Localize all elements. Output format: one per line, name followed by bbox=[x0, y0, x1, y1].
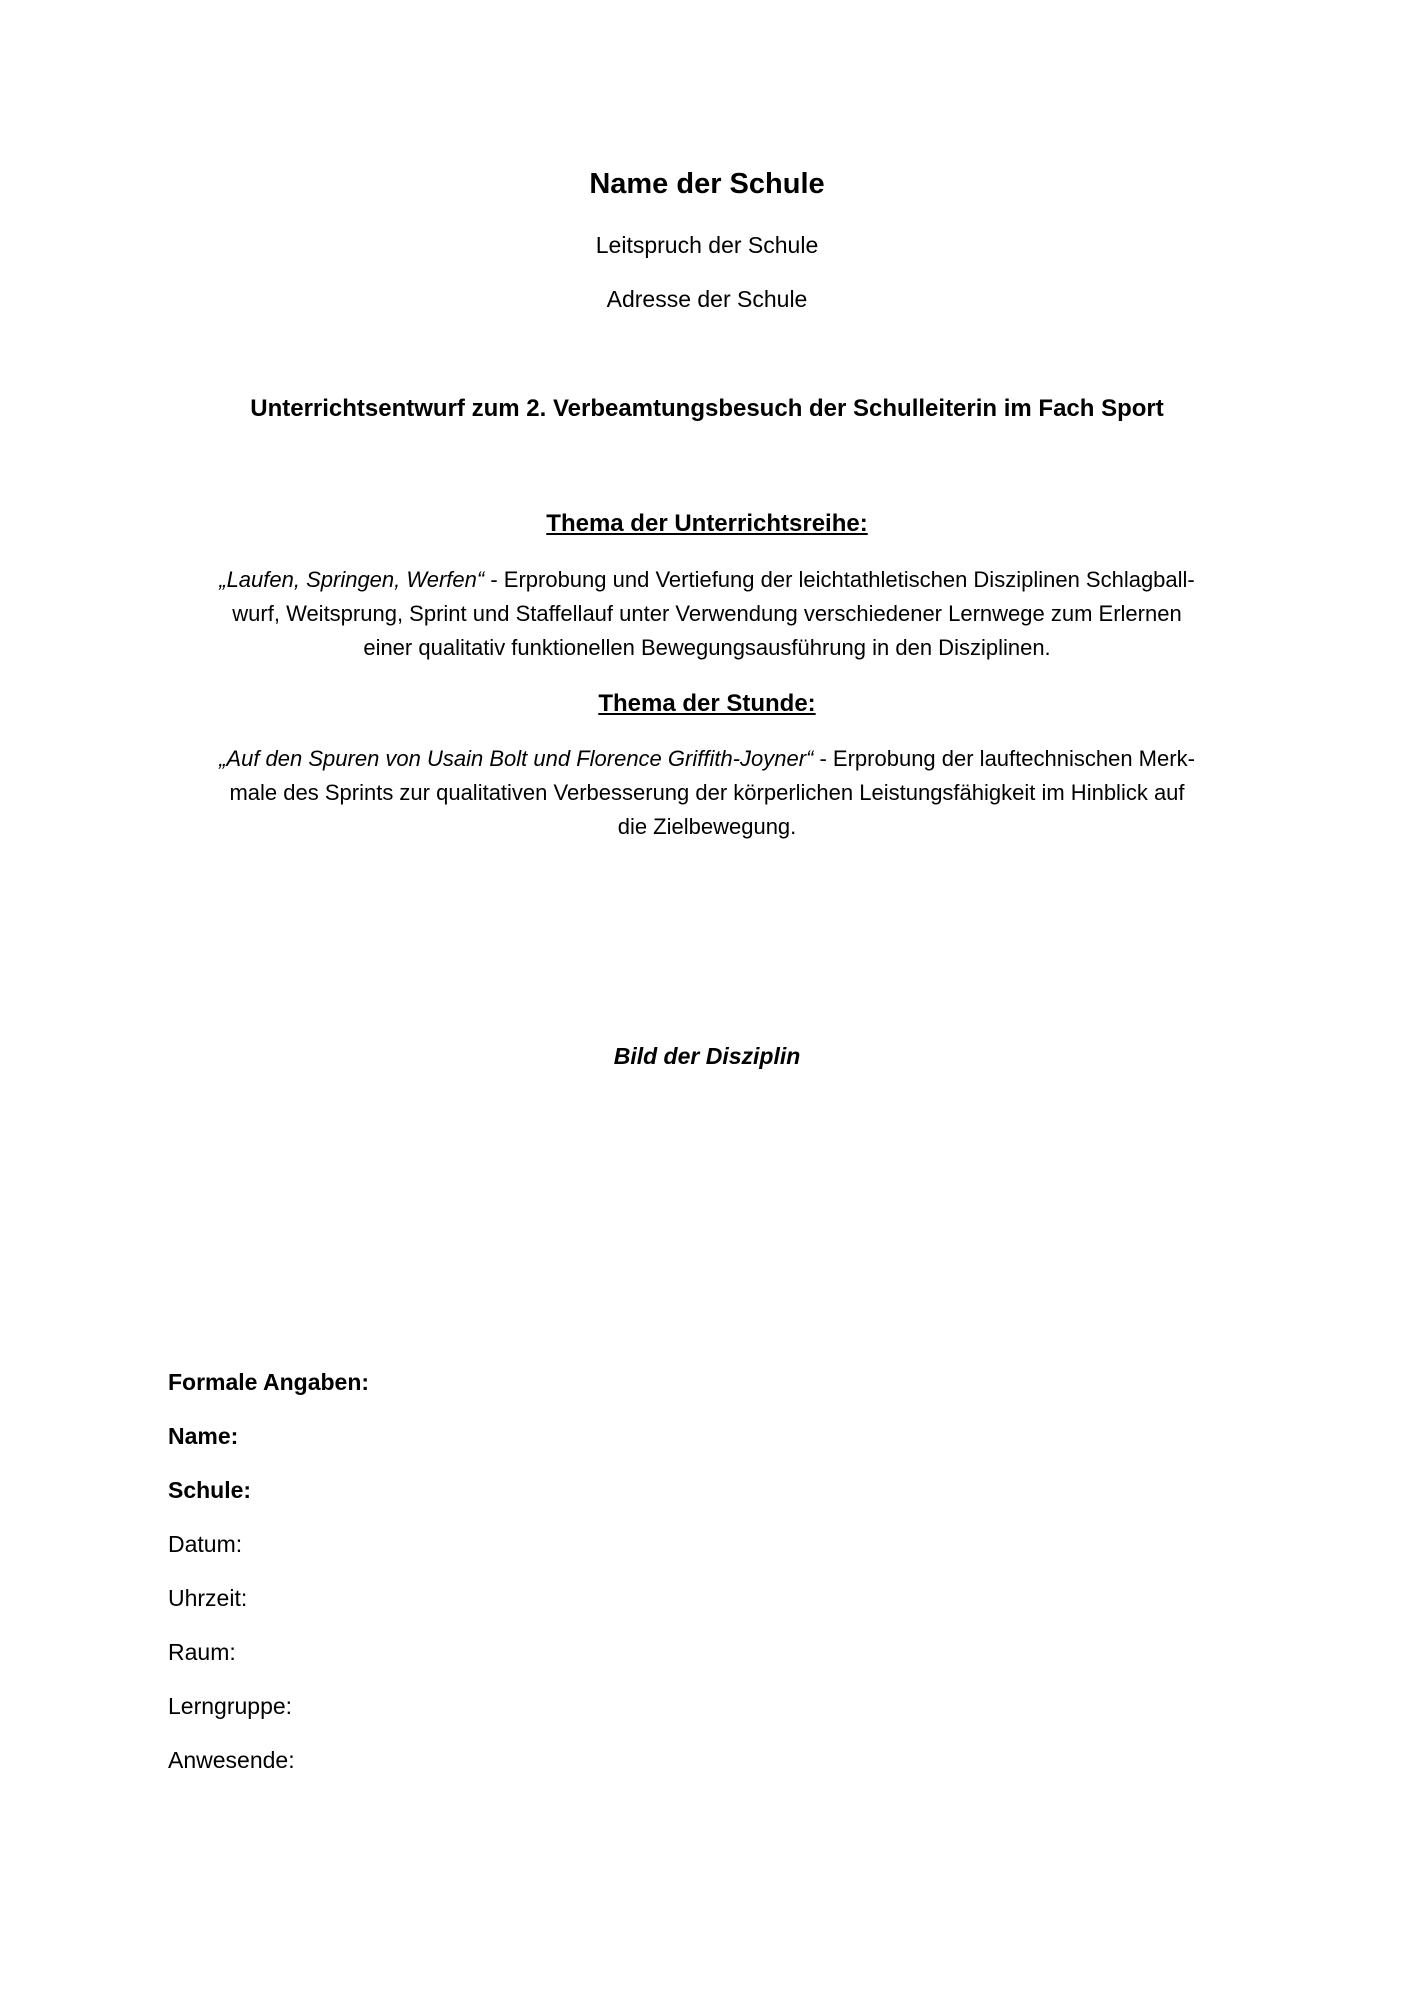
lesson-topic-line-3: die Zielbewegung. bbox=[617, 814, 797, 839]
formal-school-label: Schule: bbox=[168, 1477, 252, 1503]
school-motto: Leitspruch der Schule bbox=[595, 232, 819, 258]
lesson-topic-line-1 bbox=[160, 742, 1254, 776]
formal-name-label: Name: bbox=[168, 1423, 239, 1449]
school-name: Name der Schule bbox=[589, 168, 825, 200]
series-topic-line-3: einer qualitativ funktionellen Bewegungsausführung in den Disziplinen. bbox=[363, 635, 1051, 660]
series-topic-line-1 bbox=[160, 563, 1254, 597]
discipline-image-placeholder: Bild der Disziplin bbox=[613, 1043, 801, 1069]
formal-details bbox=[168, 1367, 369, 1799]
series-topic-line-1-rest: - Erprobung und Vertiefung der leichtathletischen Disziplinen Schlagball- bbox=[484, 567, 1195, 592]
series-topic-text bbox=[160, 563, 1254, 665]
lesson-topic-line-1-rest: - Erprobung der lauftechnischen Merk- bbox=[813, 746, 1195, 771]
formal-time-label: Uhrzeit: bbox=[168, 1585, 248, 1611]
lesson-topic-line-2: male des Sprints zur qualitativen Verbesserung der körperlichen Leistungsfähigkeit im Hinblick auf bbox=[229, 780, 1185, 805]
lesson-topic-heading: Thema der Stunde: bbox=[598, 690, 816, 717]
series-topic-heading: Thema der Unterrichtsreihe: bbox=[546, 510, 868, 537]
series-topic-line-2: wurf, Weitsprung, Sprint und Staffellauf unter Verwendung verschiedener Lernwege zum Erlernen bbox=[232, 601, 1182, 626]
formal-heading: Formale Angaben: bbox=[168, 1369, 370, 1395]
document-title: Unterrichtsentwurf zum 2. Verbeamtungsbesuch der Schulleiterin im Fach Sport bbox=[250, 395, 1164, 422]
formal-room-label: Raum: bbox=[168, 1639, 236, 1665]
formal-group-label: Lerngruppe: bbox=[168, 1693, 293, 1719]
formal-date-label: Datum: bbox=[168, 1531, 243, 1557]
school-address: Adresse der Schule bbox=[606, 286, 808, 312]
lesson-topic-text bbox=[160, 742, 1254, 844]
series-topic-quote: „Laufen, Springen, Werfen“ bbox=[219, 567, 485, 592]
lesson-topic-quote: „Auf den Spuren von Usain Bolt und Florence Griffith-Joyner“ bbox=[219, 746, 814, 771]
formal-attendees-label: Anwesende: bbox=[168, 1747, 295, 1773]
